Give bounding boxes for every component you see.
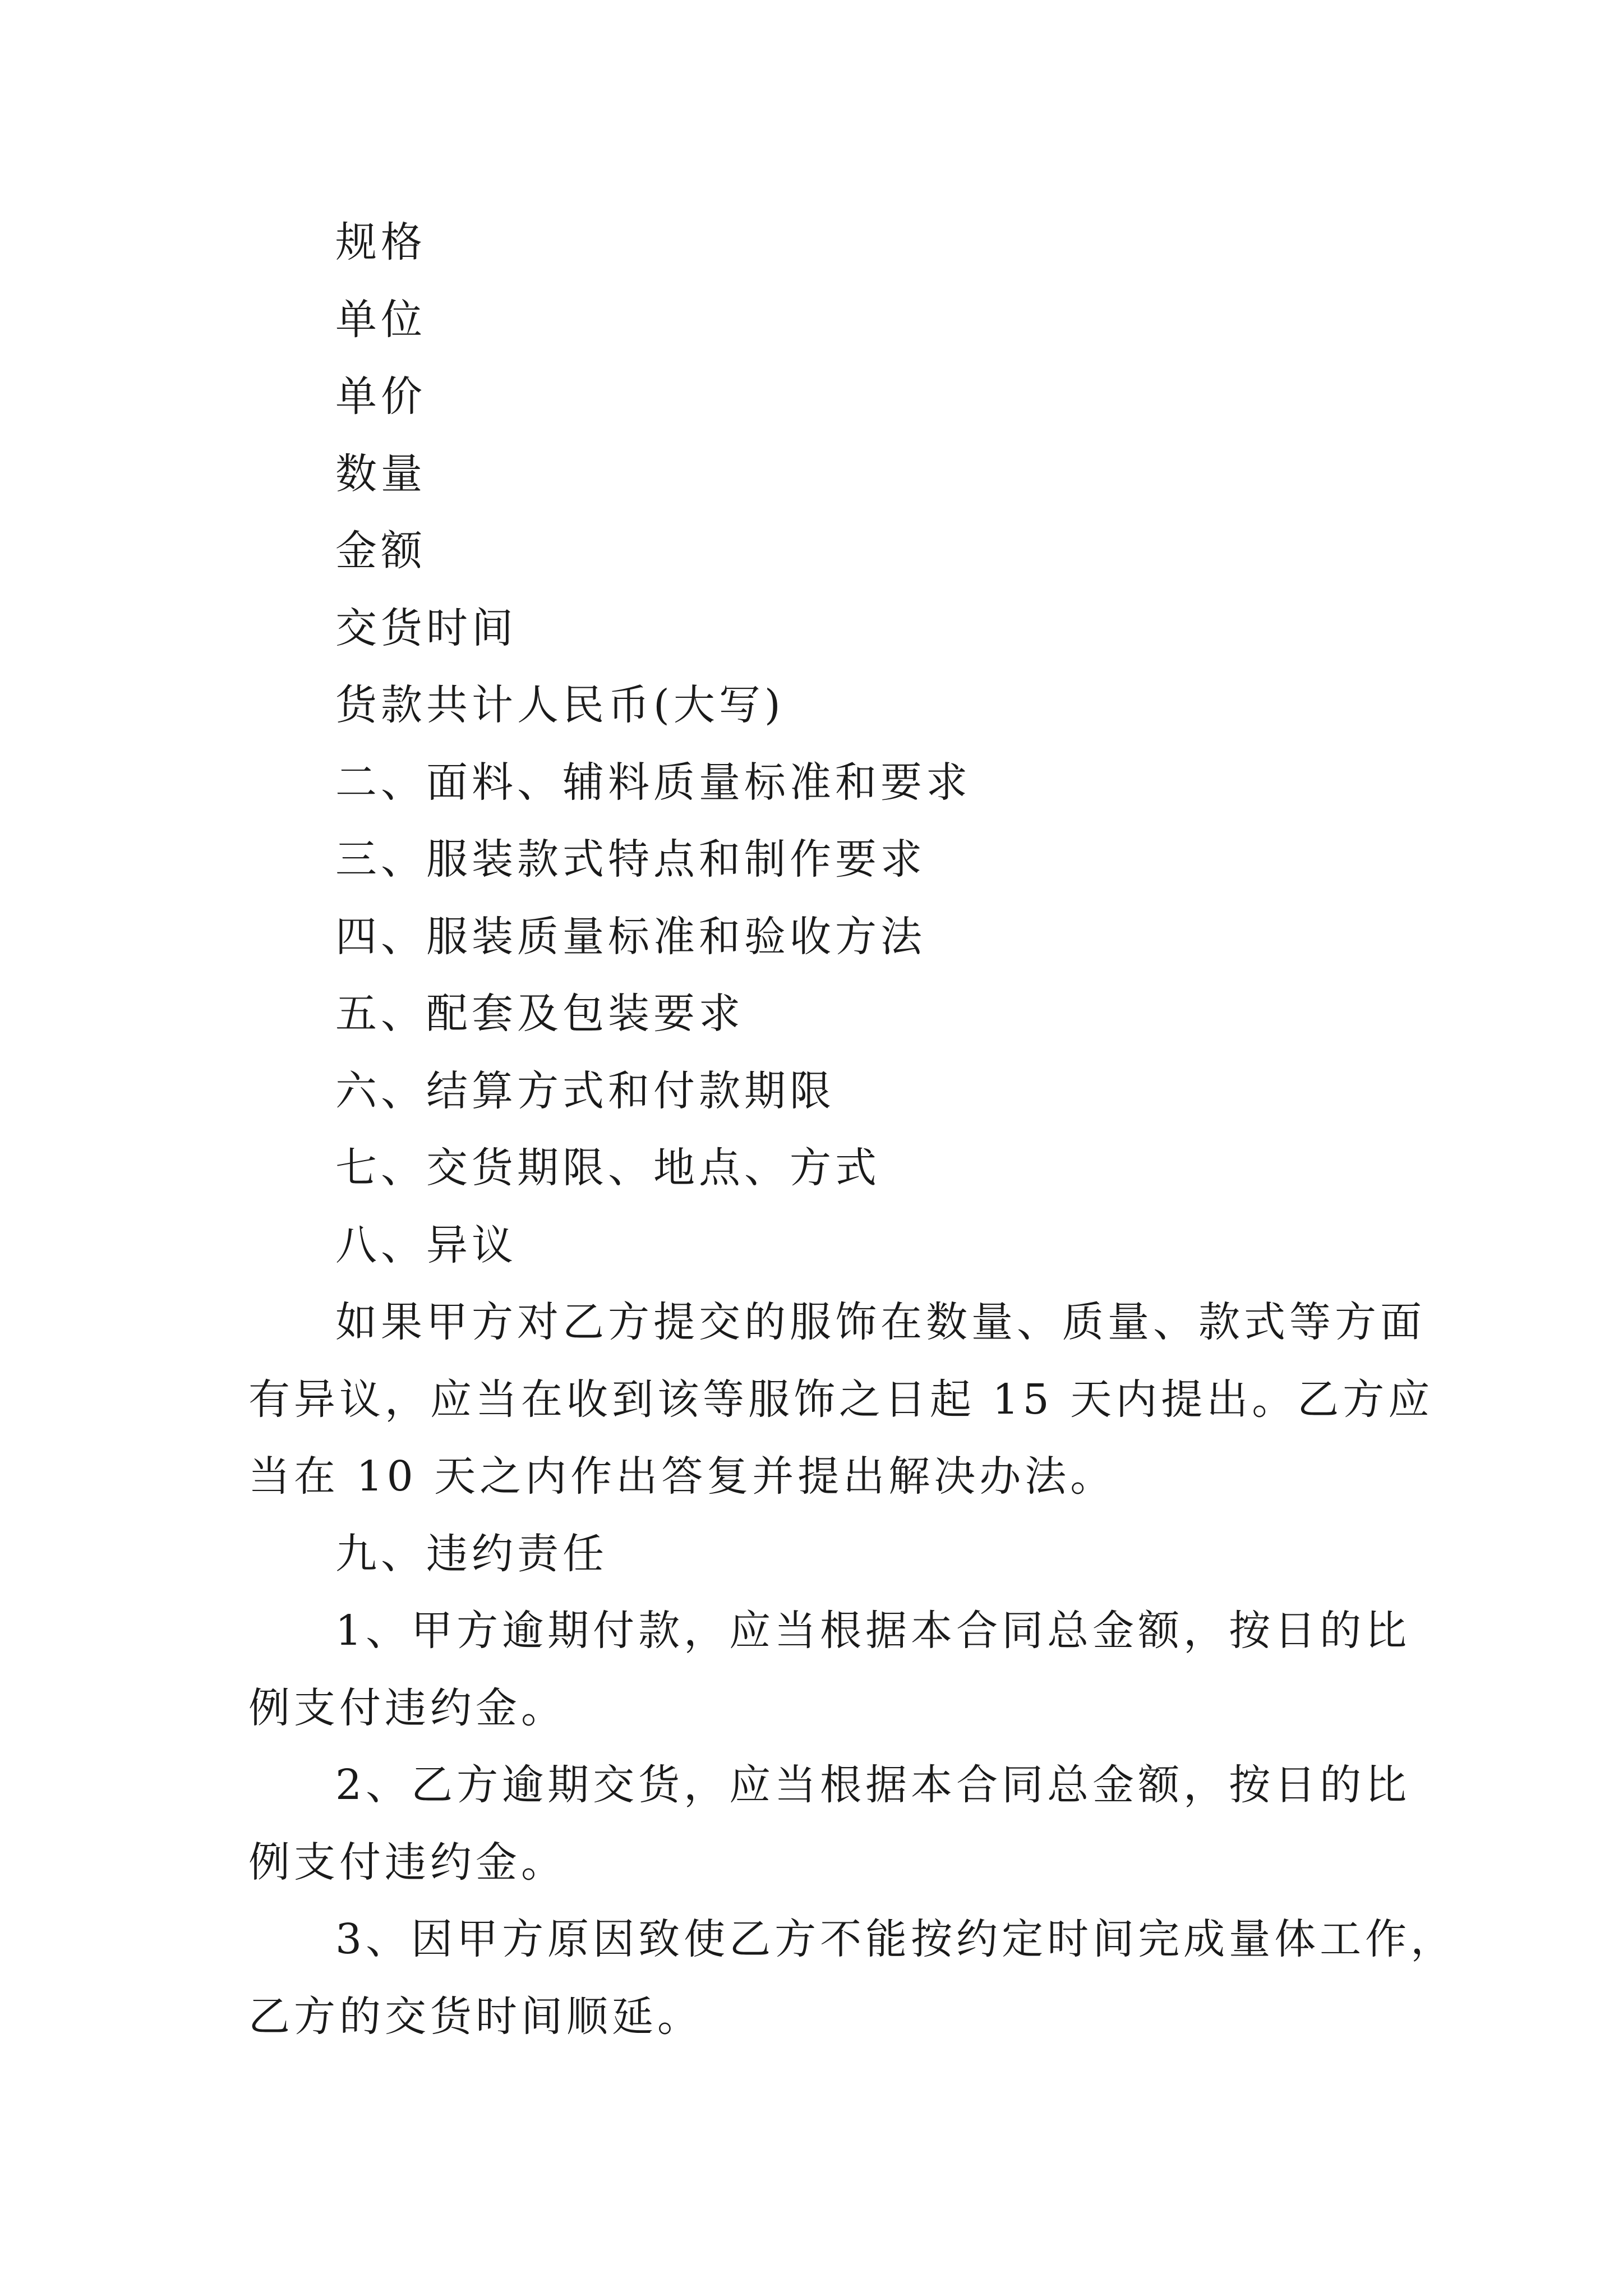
section-heading-materials: 二、面料、辅料质量标准和要求 (335, 758, 971, 807)
field-label-delivery-time: 交货时间 (335, 604, 517, 652)
section-heading-liability: 九、违约责任 (335, 1529, 608, 1578)
paragraph-line: 例支付违约金。 (248, 1683, 566, 1732)
document-body (248, 210, 1456, 2062)
section-heading-payment: 六、结算方式和付款期限 (335, 1066, 835, 1115)
field-label-unit-price: 单价 (335, 372, 426, 421)
paragraph-line: 1、甲方逾期付款，应当根据本合同总金额，按日的比 (335, 1607, 1411, 1655)
field-label-quantity: 数量 (335, 449, 426, 498)
field-label-spec: 规格 (335, 218, 426, 266)
objection-paragraph (248, 1290, 1434, 1522)
field-label-unit: 单位 (335, 295, 426, 344)
section-heading-style: 三、服装款式特点和制作要求 (335, 835, 926, 884)
field-label-total-amount: 货款共计人民币(大写) (335, 681, 785, 729)
field-label-amount: 金额 (335, 527, 426, 575)
section-heading-delivery: 七、交货期限、地点、方式 (335, 1144, 880, 1192)
section-heading-packaging: 五、配套及包装要求 (335, 990, 744, 1038)
section-heading-quality: 四、服装质量标准和验收方法 (335, 912, 926, 961)
paragraph-line: 3、因甲方原因致使乙方不能按约定时间完成量体工作， (335, 1915, 1456, 1963)
liability-item-1 (248, 1599, 1411, 1753)
paragraph-line: 例支付违约金。 (248, 1838, 566, 1887)
paragraph-line: 当在 10 天之内作出答复并提出解决办法。 (248, 1452, 1116, 1501)
section-heading-objection: 八、异议 (335, 1221, 517, 1269)
liability-item-3 (248, 1907, 1456, 2062)
paragraph-line: 乙方的交货时间顺延。 (248, 1992, 703, 2041)
paragraph-line: 2、乙方逾期交货，应当根据本合同总金额，按日的比 (335, 1761, 1411, 1809)
paragraph-line: 有异议，应当在收到该等服饰之日起 15 天内提出。乙方应 (248, 1375, 1434, 1424)
paragraph-line: 如果甲方对乙方提交的服饰在数量、质量、款式等方面 (335, 1298, 1426, 1346)
liability-item-2 (248, 1753, 1411, 1907)
